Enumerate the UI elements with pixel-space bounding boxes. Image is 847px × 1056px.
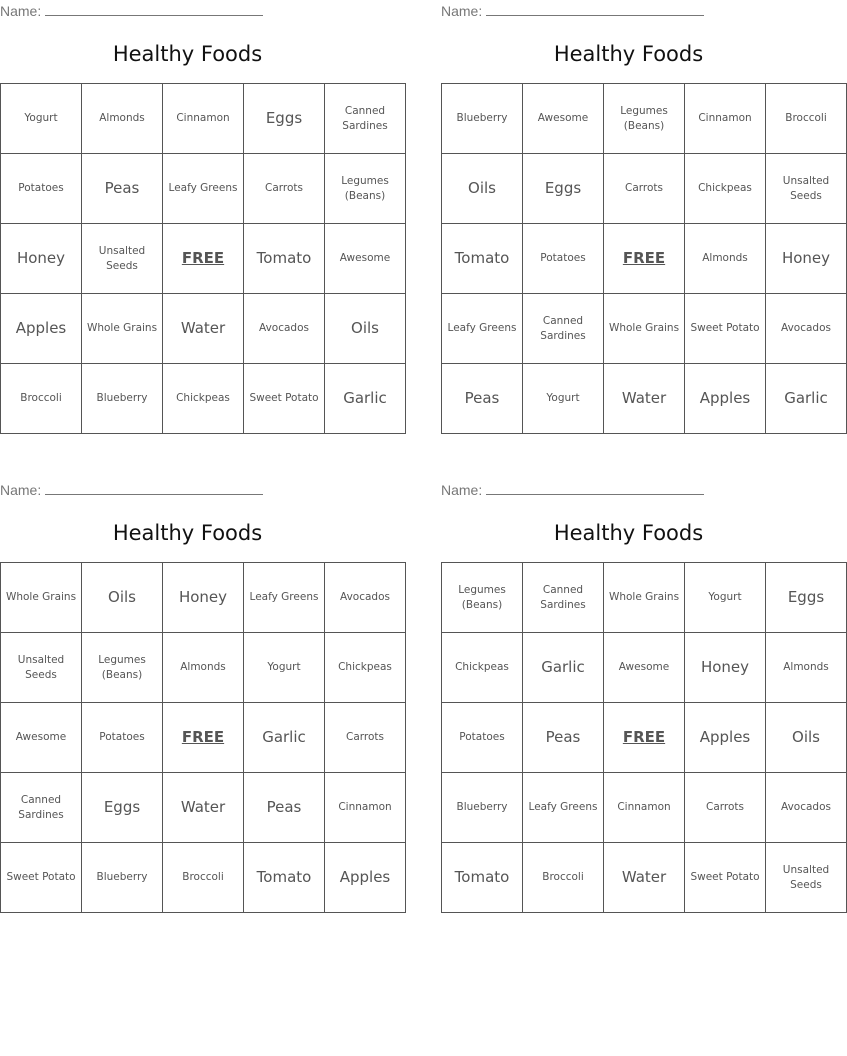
free-space: FREE — [604, 703, 685, 773]
bingo-cell: Apples — [1, 294, 82, 364]
bingo-card — [0, 0, 391, 430]
bingo-row — [442, 633, 847, 703]
bingo-cell: Awesome — [1, 703, 82, 773]
name-label: Name: — [0, 482, 42, 498]
bingo-cell: Leafy Greens — [163, 154, 244, 224]
bingo-cell: Oils — [766, 703, 847, 773]
bingo-cell: Sweet Potato — [244, 364, 325, 434]
card-title: Healthy Foods — [112, 42, 263, 66]
bingo-cell: Almonds — [163, 633, 244, 703]
bingo-row — [442, 703, 847, 773]
bingo-cell: Peas — [244, 773, 325, 843]
bingo-cell: Canned Sardines — [1, 773, 82, 843]
bingo-cell: Yogurt — [685, 563, 766, 633]
bingo-grid — [441, 562, 847, 913]
bingo-cell: Avocados — [766, 294, 847, 364]
bingo-cell: Garlic — [244, 703, 325, 773]
bingo-row — [442, 364, 847, 434]
bingo-cell: Legumes (Beans) — [604, 84, 685, 154]
name-blank-line — [486, 2, 704, 16]
bingo-cell: Water — [163, 773, 244, 843]
bingo-cell: Apples — [685, 364, 766, 434]
bingo-cell: Legumes (Beans) — [442, 563, 523, 633]
bingo-row — [442, 154, 847, 224]
bingo-row — [1, 294, 406, 364]
bingo-row — [1, 364, 406, 434]
bingo-cell: Peas — [442, 364, 523, 434]
bingo-cell: Whole Grains — [1, 563, 82, 633]
bingo-cell: Water — [604, 364, 685, 434]
bingo-row — [1, 633, 406, 703]
bingo-row — [442, 773, 847, 843]
bingo-cell: Awesome — [523, 84, 604, 154]
bingo-cell: Cinnamon — [685, 84, 766, 154]
bingo-cell: Oils — [82, 563, 163, 633]
bingo-cell: Carrots — [685, 773, 766, 843]
name-field[interactable] — [0, 481, 270, 499]
bingo-cell: Almonds — [82, 84, 163, 154]
bingo-cell: Broccoli — [163, 843, 244, 913]
bingo-cell: Unsalted Seeds — [1, 633, 82, 703]
bingo-cell: Garlic — [325, 364, 406, 434]
bingo-cell: Almonds — [766, 633, 847, 703]
free-space: FREE — [163, 703, 244, 773]
bingo-cell: Garlic — [766, 364, 847, 434]
bingo-row — [1, 84, 406, 154]
bingo-cell: Sweet Potato — [685, 843, 766, 913]
bingo-cell: Apples — [685, 703, 766, 773]
bingo-card — [441, 479, 831, 909]
bingo-cell: Honey — [685, 633, 766, 703]
card-title: Healthy Foods — [553, 521, 704, 545]
card-title: Healthy Foods — [553, 42, 704, 66]
bingo-cell: Carrots — [244, 154, 325, 224]
bingo-row — [1, 773, 406, 843]
bingo-cell: Legumes (Beans) — [82, 633, 163, 703]
bingo-cell: Chickpeas — [325, 633, 406, 703]
card-title: Healthy Foods — [112, 521, 263, 545]
bingo-cell: Blueberry — [442, 773, 523, 843]
name-blank-line — [45, 481, 263, 495]
bingo-cell: Almonds — [685, 224, 766, 294]
bingo-cell: Whole Grains — [604, 294, 685, 364]
bingo-cell: Avocados — [244, 294, 325, 364]
bingo-cell: Awesome — [325, 224, 406, 294]
free-space: FREE — [604, 224, 685, 294]
name-blank-line — [486, 481, 704, 495]
name-label: Name: — [441, 482, 483, 498]
bingo-cell: Avocados — [766, 773, 847, 843]
bingo-cell: Water — [604, 843, 685, 913]
bingo-cell: Oils — [442, 154, 523, 224]
bingo-cell: Apples — [325, 843, 406, 913]
name-field[interactable] — [0, 2, 270, 20]
bingo-cell: Tomato — [442, 843, 523, 913]
bingo-cell: Oils — [325, 294, 406, 364]
bingo-cell: Chickpeas — [685, 154, 766, 224]
bingo-card — [441, 0, 831, 430]
bingo-cell: Cinnamon — [163, 84, 244, 154]
bingo-cell: Unsalted Seeds — [766, 843, 847, 913]
bingo-grid — [0, 562, 406, 913]
bingo-cell: Broccoli — [766, 84, 847, 154]
bingo-cell: Eggs — [523, 154, 604, 224]
bingo-row — [1, 154, 406, 224]
bingo-cell: Potatoes — [82, 703, 163, 773]
bingo-cell: Potatoes — [1, 154, 82, 224]
bingo-cell: Whole Grains — [82, 294, 163, 364]
bingo-cell: Cinnamon — [604, 773, 685, 843]
bingo-cell: Sweet Potato — [1, 843, 82, 913]
bingo-cell: Broccoli — [1, 364, 82, 434]
name-label: Name: — [0, 3, 42, 19]
bingo-card — [0, 479, 392, 909]
bingo-cell: Yogurt — [244, 633, 325, 703]
bingo-row — [1, 843, 406, 913]
name-blank-line — [45, 2, 263, 16]
bingo-cell: Unsalted Seeds — [82, 224, 163, 294]
bingo-cell: Chickpeas — [442, 633, 523, 703]
bingo-cell: Carrots — [325, 703, 406, 773]
bingo-cell: Blueberry — [82, 843, 163, 913]
bingo-cell: Carrots — [604, 154, 685, 224]
bingo-row — [1, 703, 406, 773]
bingo-cell: Eggs — [82, 773, 163, 843]
bingo-cell: Whole Grains — [604, 563, 685, 633]
bingo-cell: Canned Sardines — [523, 294, 604, 364]
bingo-cell: Canned Sardines — [325, 84, 406, 154]
bingo-cell: Eggs — [766, 563, 847, 633]
bingo-cell: Tomato — [442, 224, 523, 294]
bingo-row — [442, 84, 847, 154]
bingo-cell: Cinnamon — [325, 773, 406, 843]
bingo-cell: Eggs — [244, 84, 325, 154]
bingo-cell: Leafy Greens — [442, 294, 523, 364]
bingo-cell: Blueberry — [82, 364, 163, 434]
bingo-cell: Blueberry — [442, 84, 523, 154]
bingo-cell: Avocados — [325, 563, 406, 633]
bingo-grid — [441, 83, 847, 434]
name-field[interactable] — [441, 2, 711, 20]
bingo-cell: Potatoes — [442, 703, 523, 773]
bingo-cell: Honey — [163, 563, 244, 633]
bingo-cell: Canned Sardines — [523, 563, 604, 633]
bingo-cell: Tomato — [244, 224, 325, 294]
bingo-row — [442, 563, 847, 633]
bingo-cell: Awesome — [604, 633, 685, 703]
free-space: FREE — [163, 224, 244, 294]
bingo-cell: Yogurt — [523, 364, 604, 434]
bingo-cell: Honey — [766, 224, 847, 294]
bingo-row — [1, 563, 406, 633]
bingo-cell: Broccoli — [523, 843, 604, 913]
bingo-cell: Potatoes — [523, 224, 604, 294]
bingo-cell: Chickpeas — [163, 364, 244, 434]
bingo-grid — [0, 83, 406, 434]
bingo-cell: Peas — [82, 154, 163, 224]
bingo-cell: Peas — [523, 703, 604, 773]
bingo-cell: Garlic — [523, 633, 604, 703]
bingo-cell: Water — [163, 294, 244, 364]
bingo-row — [442, 224, 847, 294]
bingo-cell: Tomato — [244, 843, 325, 913]
bingo-cell: Unsalted Seeds — [766, 154, 847, 224]
bingo-row — [1, 224, 406, 294]
bingo-row — [442, 294, 847, 364]
bingo-cell: Yogurt — [1, 84, 82, 154]
bingo-cell: Honey — [1, 224, 82, 294]
bingo-cell: Sweet Potato — [685, 294, 766, 364]
name-field[interactable] — [441, 481, 711, 499]
bingo-cell: Leafy Greens — [523, 773, 604, 843]
bingo-row — [442, 843, 847, 913]
bingo-cell: Legumes (Beans) — [325, 154, 406, 224]
bingo-cell: Leafy Greens — [244, 563, 325, 633]
name-label: Name: — [441, 3, 483, 19]
